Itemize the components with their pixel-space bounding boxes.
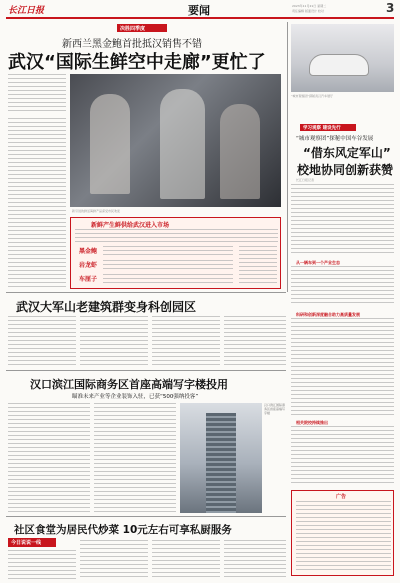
editor-line: 责任编辑 版面设计 校对 [292, 9, 324, 13]
story3-col-2 [94, 403, 176, 513]
story4-col-4 [224, 540, 286, 580]
right-sub-1: 从一辆车到一个产业生态 [296, 260, 340, 265]
story3-headline: 汉口滨江国际商务区首座高端写字楼投用 [30, 378, 228, 391]
lead-headline: 武汉“国际生鲜空中走廊”更忙了 [8, 52, 266, 73]
lead-body-col1 [8, 74, 66, 114]
lead-kicker: 新西兰黑金鲍首批抵汉销售不错 [62, 39, 202, 50]
lead-photo [70, 74, 281, 207]
right-headline-1: “借东风定军山” [303, 146, 391, 160]
right-kicker: “城市观察团”探秘中国车谷发展 [296, 136, 374, 142]
right-top-photo [291, 24, 394, 92]
photo-figure [220, 104, 260, 199]
story4-col-2 [80, 540, 148, 580]
masthead-rule [6, 17, 394, 19]
photo-figure [160, 89, 205, 199]
story2-col-4 [224, 316, 286, 366]
sidebar-side-text [239, 246, 277, 286]
lead-sidebar [70, 217, 281, 289]
building-shape [206, 413, 236, 513]
story3-photo-caption: 汉口滨江国际商务区首座高端写字楼 [264, 403, 286, 416]
story4-col-3 [152, 540, 220, 580]
sidebar-text-2 [103, 260, 233, 269]
story4-col-1 [8, 550, 76, 580]
sidebar-title: 新鲜产生鲜供给武汉进入市场 [91, 222, 170, 229]
right-body-3 [291, 318, 394, 416]
column-divider [287, 22, 288, 292]
story4-headline: 社区食堂为居民代炒菜 10元左右可享私厨服务 [14, 524, 232, 536]
sidebar-item-1: 黑金鲍 [79, 248, 98, 255]
right-headline-2: 校地协同创新获赞 [297, 163, 394, 177]
column-tag: 决胜四季度 [117, 24, 167, 32]
right-body-2 [291, 266, 394, 306]
story3-photo [180, 403, 262, 513]
right-body-1 [291, 184, 394, 256]
photo-figure [90, 94, 130, 194]
paper-name: 长江日报 [8, 6, 45, 16]
right-byline: 长江日报记者 [296, 178, 315, 182]
story2-col-2 [80, 316, 148, 366]
story3-col-1 [8, 403, 90, 513]
ad-text [296, 501, 391, 573]
page-number: 3 [386, 1, 395, 15]
story2-rule [6, 292, 286, 293]
sidebar-text-3 [103, 274, 233, 283]
story4-tag: 今日说说一线 [8, 538, 56, 547]
car-shape [309, 54, 369, 76]
lead-photo-caption: 新引进的鲜活海鲜产品深受市民欢迎 [72, 209, 121, 213]
ad-label: 广告 [336, 494, 347, 500]
sidebar-intro [75, 229, 278, 243]
right-tag: 学习观察 建设先行 [300, 124, 356, 131]
right-body-4 [291, 426, 394, 486]
right-sub-2: 科研和创新深度融合助力高质量发展 [296, 312, 360, 317]
lead-body-col2 [8, 118, 66, 288]
story2-col-3 [152, 316, 220, 366]
right-photo-caption: “城市观察团”探秘武汉汽车展厅 [291, 94, 334, 98]
right-ad-box [291, 490, 394, 576]
story2-col-1 [8, 316, 76, 366]
sidebar-text-1 [103, 246, 233, 255]
section-title: 要闻 [188, 4, 210, 17]
story3-subhead: 瞄准未来产业等企业装饰入驻，已获“500强纳投客” [72, 394, 199, 400]
sidebar-item-2: 岩龙虾 [79, 262, 98, 269]
right-sub-3: 相关院校持续推出 [296, 420, 328, 425]
date-line: 2023年11月21日 星期二 [292, 4, 327, 8]
story4-rule [6, 516, 286, 517]
story3-rule [6, 370, 286, 371]
sidebar-item-3: 车厘子 [79, 276, 98, 283]
masthead [0, 0, 400, 22]
story2-headline: 武汉大军山老建筑群变身科创园区 [16, 300, 197, 314]
